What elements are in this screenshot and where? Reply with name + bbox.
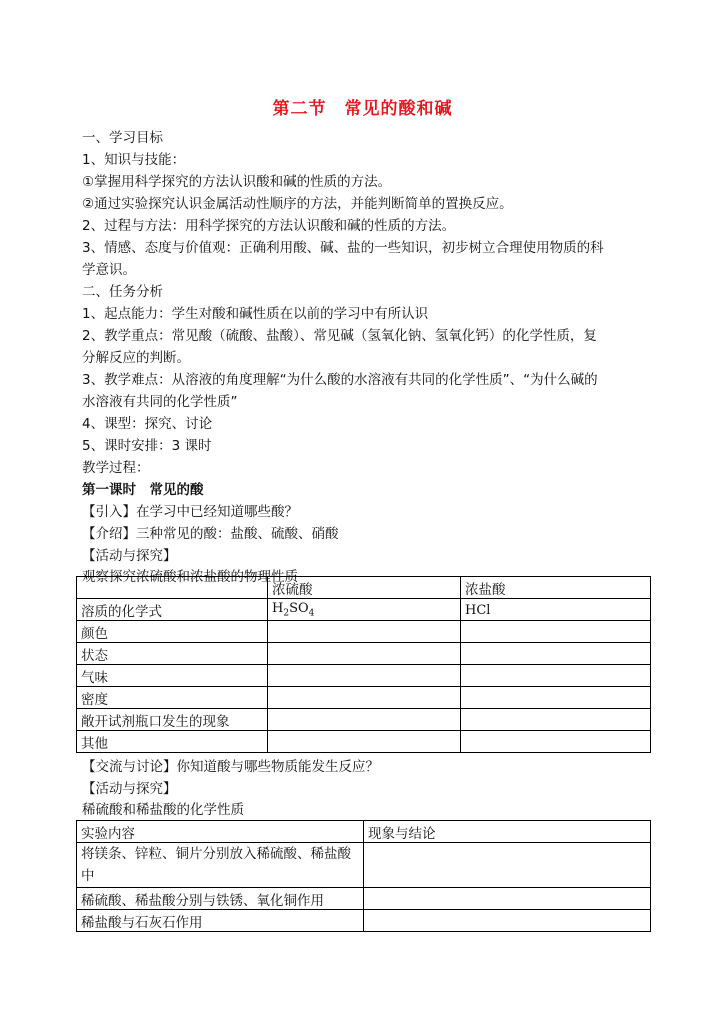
text-line: 【介绍】三种常见的酸：盐酸、硫酸、硝酸 — [82, 526, 339, 542]
text-line: 1、起点能力：学生对酸和碱性质在以前的学习中有所认识 — [82, 306, 429, 322]
row-label: 颜色 — [77, 621, 268, 643]
empty-cell — [364, 843, 651, 888]
table-row — [77, 687, 651, 709]
empty-cell — [268, 709, 461, 731]
table-header: 实验内容 — [77, 821, 364, 843]
table-header-row — [77, 821, 651, 843]
text-line: 【活动与探究】 — [82, 548, 177, 564]
table-row — [77, 910, 651, 932]
table-row — [77, 731, 651, 753]
text-line: ②通过实验探究认识金属活动性顺序的方法，并能判断简单的置换反应。 — [82, 196, 513, 212]
table-row — [77, 709, 651, 731]
heading-task-analysis: 二、任务分析 — [82, 284, 163, 300]
text-line: 5、课时安排：3 课时 — [82, 438, 212, 454]
empty-cell — [461, 643, 651, 665]
formula-cell — [268, 599, 461, 621]
section-title: 第二节 常见的酸和碱 — [272, 99, 453, 119]
table-row — [77, 599, 651, 621]
row-label: 稀盐酸与石灰石作用 — [77, 910, 364, 932]
row-label: 气味 — [77, 665, 268, 687]
formula-hcl: HCl — [465, 602, 491, 618]
table-row — [77, 621, 651, 643]
row-label: 状态 — [77, 643, 268, 665]
physical-properties-table — [76, 576, 651, 753]
empty-cell — [364, 910, 651, 932]
row-label: 敞开试剂瓶口发生的现象 — [77, 709, 268, 731]
table-header: 现象与结论 — [364, 821, 651, 843]
table-row — [77, 643, 651, 665]
table-header: 浓盐酸 — [461, 577, 651, 599]
text-line: 【引入】在学习中已经知道哪些酸？ — [82, 504, 298, 520]
row-label: 溶质的化学式 — [77, 599, 268, 621]
text-line: 2、过程与方法：用科学探究的方法认识酸和碱的性质的方法。 — [82, 218, 456, 234]
formula-cell — [461, 599, 651, 621]
table-row — [77, 888, 651, 910]
table-row — [77, 843, 651, 888]
row-label: 其他 — [77, 731, 268, 753]
text-line: 【活动与探究】 — [82, 781, 177, 797]
text-line: 学意识。 — [82, 262, 136, 278]
text-line: 4、课型：探究、讨论 — [82, 416, 213, 432]
chemical-properties-table — [76, 820, 651, 932]
text-line: 水溶液有共同的化学性质” — [82, 394, 238, 410]
lesson-heading: 第一课时 常见的酸 — [82, 482, 204, 498]
table2-caption: 稀硫酸和稀盐酸的化学性质 — [82, 802, 244, 818]
table-cell — [77, 577, 268, 599]
text-line: 分解反应的判断。 — [82, 350, 190, 366]
row-label: 稀硫酸、稀盐酸分别与铁锈、氧化铜作用 — [77, 888, 364, 910]
formula-h2so4: $H_2SO_4$ — [272, 601, 315, 619]
empty-cell — [268, 665, 461, 687]
text-line: 3、教学难点：从溶液的角度理解“为什么酸的水溶液有共同的化学性质”、“为什么碱的 — [82, 372, 598, 388]
heading-learning-goals: 一、学习目标 — [82, 130, 163, 146]
text-line: ①掌握用科学探究的方法认识酸和碱的性质的方法。 — [82, 174, 392, 190]
row-label: 将镁条、锌粒、铜片分别放入稀硫酸、稀盐酸中 — [77, 843, 364, 888]
empty-cell — [268, 687, 461, 709]
text-line: 【交流与讨论】你知道酸与哪些物质能发生反应？ — [82, 759, 379, 775]
table-header-row — [77, 577, 651, 599]
empty-cell — [364, 888, 651, 910]
empty-cell — [461, 621, 651, 643]
empty-cell — [268, 643, 461, 665]
empty-cell — [461, 687, 651, 709]
table-row — [77, 665, 651, 687]
empty-cell — [268, 621, 461, 643]
text-line: 1、知识与技能： — [82, 152, 186, 168]
empty-cell — [461, 665, 651, 687]
empty-cell — [268, 731, 461, 753]
text-line: 3、情感、态度与价值观：正确利用酸、碱、盐的一些知识，初步树立合理使用物质的科 — [82, 240, 604, 256]
empty-cell — [461, 709, 651, 731]
empty-cell — [461, 731, 651, 753]
text-line: 教学过程： — [82, 460, 150, 476]
text-line: 2、教学重点：常见酸（硫酸、盐酸）、常见碱（氢氧化钠、氢氧化钙）的化学性质，复 — [82, 328, 597, 344]
table1-caption: 观察探究浓硫酸和浓盐酸的物理性质 — [82, 569, 298, 585]
table-header: 浓硫酸 — [268, 577, 461, 599]
row-label: 密度 — [77, 687, 268, 709]
